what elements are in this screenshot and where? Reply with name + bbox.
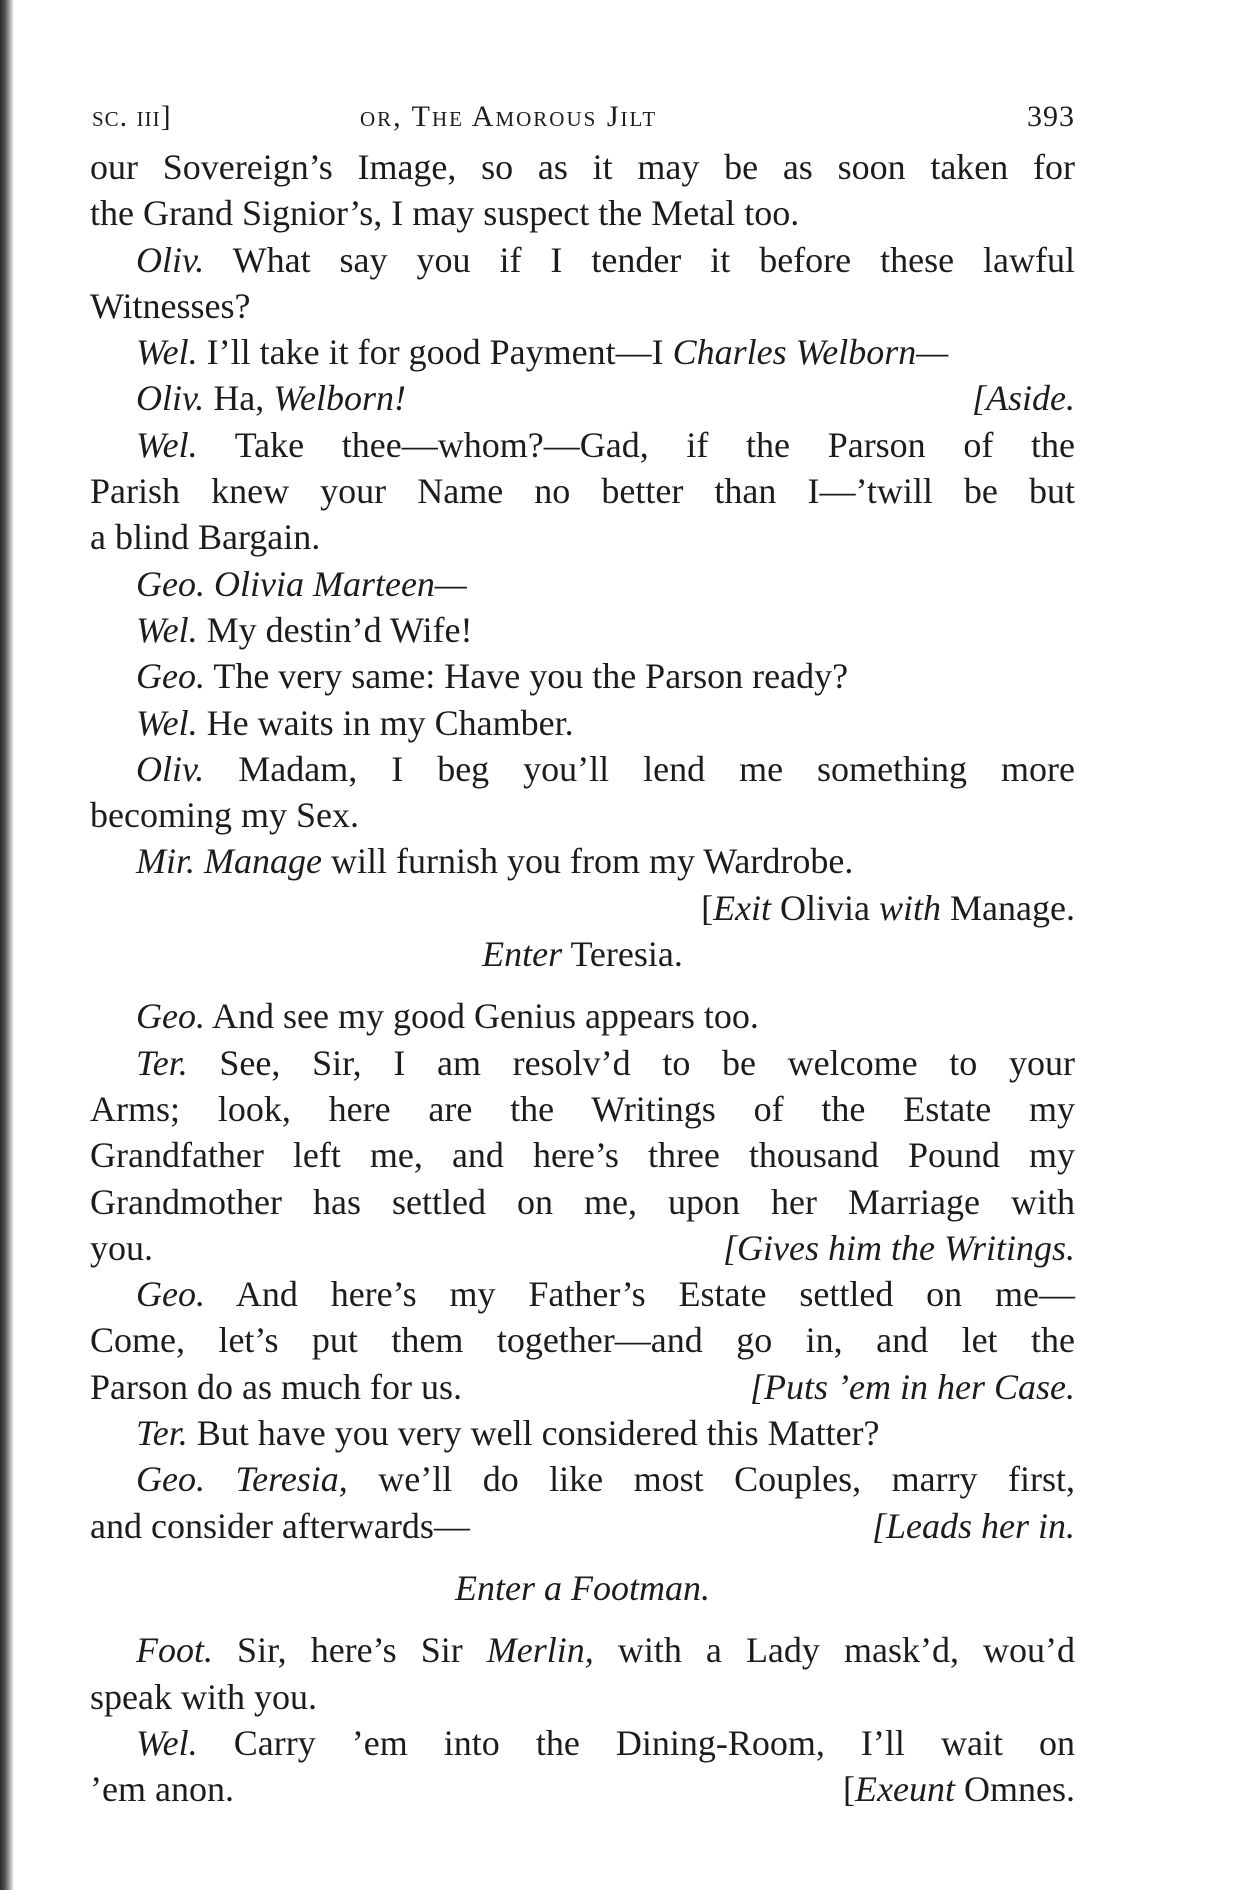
text-line xyxy=(90,144,1075,190)
dialogue-line xyxy=(90,700,1075,746)
dialogue-line xyxy=(90,1627,1075,1673)
dialogue-line xyxy=(90,1456,1075,1502)
text-span: Olivia xyxy=(771,887,880,928)
dialogue-line xyxy=(90,1271,1075,1317)
book-page xyxy=(90,96,1075,1812)
text-span: Olivia Marteen— xyxy=(204,563,467,604)
text-span: Carry ’em into the Dining-Room, I’ll wait on xyxy=(197,1722,1075,1763)
text-span: Omnes. xyxy=(955,1769,1075,1810)
text-span: And here’s my Father’s Estate settled on me— xyxy=(204,1274,1075,1315)
dialogue-line xyxy=(90,653,1075,699)
text-line xyxy=(90,1766,1075,1812)
text-span: Exit xyxy=(713,887,772,928)
text-span: And see my good Genius appears too. xyxy=(204,996,759,1037)
dialogue-line xyxy=(90,1410,1075,1456)
stage-direction xyxy=(90,885,1075,931)
text-span: Manage. xyxy=(941,887,1075,928)
text-line xyxy=(90,1086,1075,1132)
dialogue-line xyxy=(90,561,1075,607)
text-span: you. xyxy=(90,1227,153,1268)
dialogue-line xyxy=(90,237,1075,283)
stage-direction: [Gives him the Writings. xyxy=(723,1227,1075,1268)
text-span: Grandfather left me, and here’s three thousand Pound my xyxy=(90,1135,1075,1176)
text-span: Witnesses? xyxy=(90,285,251,326)
text-line xyxy=(90,283,1075,329)
text-span: But have you very well considered this Matter? xyxy=(187,1413,880,1454)
stage-direction: [Puts ’em in her Case. xyxy=(750,1366,1075,1407)
text-span: Charles Welborn— xyxy=(672,332,949,373)
text-span: Take thee—whom?—Gad, if the Parson of the xyxy=(197,424,1075,465)
dialogue-line xyxy=(90,375,1075,421)
text-line xyxy=(90,190,1075,236)
text-span: Welborn! xyxy=(273,378,406,419)
dialogue-line xyxy=(90,838,1075,884)
dialogue-line xyxy=(90,422,1075,468)
speaker-name: Geo. xyxy=(136,996,205,1037)
text-span: Manage xyxy=(195,841,322,882)
text-span: See, Sir, I am resolv’d to be welcome to your xyxy=(187,1042,1075,1083)
text-span: Enter xyxy=(482,934,563,975)
text-span: our Sovereign’s Image, so as it may be as soon taken for xyxy=(90,147,1075,187)
text-span: we’ll do like most Couples, marry first, xyxy=(347,1459,1075,1500)
text-span: Madam, I beg you’ll lend me something more xyxy=(204,748,1075,789)
dialogue-line xyxy=(90,993,1075,1039)
text-span: the Grand Signior’s, I may suspect the Metal too. xyxy=(90,193,800,234)
dialogue-line xyxy=(90,1040,1075,1086)
dialogue-line xyxy=(90,1720,1075,1766)
speaker-name: Oliv. xyxy=(136,239,205,280)
text-span: Parish knew your Name no better than I—’twill be but xyxy=(90,471,1075,512)
text-span: Teresia, xyxy=(204,1459,348,1500)
text-span: Grandmother has settled on me, upon her Marriage with xyxy=(90,1181,1075,1222)
text-line xyxy=(90,468,1075,514)
page-number: 393 xyxy=(1027,100,1075,133)
text-line xyxy=(90,1225,1075,1271)
text-line xyxy=(90,1132,1075,1178)
speaker-name: Wel. xyxy=(136,424,198,465)
dialogue-line xyxy=(90,746,1075,792)
text-span: a blind Bargain. xyxy=(90,517,321,558)
text-line xyxy=(90,1503,1075,1549)
speaker-name: Ter. xyxy=(136,1042,188,1083)
text-line xyxy=(90,1364,1075,1410)
speaker-name: Geo. xyxy=(136,563,205,604)
text-line xyxy=(90,514,1075,560)
speaker-name: Geo. xyxy=(136,1459,205,1500)
text-span: Exeunt xyxy=(855,1769,955,1810)
text-span: [ xyxy=(843,1769,856,1810)
text-span: Sir, here’s Sir xyxy=(213,1630,487,1671)
stage-direction xyxy=(90,931,1075,977)
text-span: ’em anon. xyxy=(90,1769,234,1810)
text-span: The very same: Have you the Parson ready? xyxy=(204,656,849,697)
text-span: Teresia. xyxy=(562,934,683,975)
text-span: will furnish you from my Wardrobe. xyxy=(321,841,854,882)
stage-direction xyxy=(843,1766,1075,1812)
text-span: Ha, xyxy=(204,378,274,419)
text-line xyxy=(90,1317,1075,1363)
text-span: What say you if I tender it before these lawful xyxy=(204,239,1075,280)
speaker-name: Mir. xyxy=(136,841,196,882)
running-header xyxy=(90,96,1075,144)
text-span: He waits in my Chamber. xyxy=(197,702,574,743)
text-span: becoming my Sex. xyxy=(90,795,359,836)
text-span: Arms; look, here are the Writings of the Estate my xyxy=(90,1088,1075,1129)
text-span: [ xyxy=(701,887,714,928)
spacer xyxy=(90,977,1075,993)
text-line xyxy=(90,792,1075,838)
stage-direction: [Leads her in. xyxy=(871,1505,1075,1546)
text-span: and consider afterwards— xyxy=(90,1505,470,1546)
speaker-name: Wel. xyxy=(136,1722,198,1763)
text-span: Enter a Footman. xyxy=(455,1567,710,1608)
speaker-name: Oliv. xyxy=(136,378,205,419)
text-span: I’ll take it for good Payment—I xyxy=(197,332,673,373)
speaker-name: Wel. xyxy=(136,702,198,743)
speaker-name: Geo. xyxy=(136,1274,205,1315)
speaker-name: Ter. xyxy=(136,1413,188,1454)
speaker-name: Geo. xyxy=(136,656,205,697)
stage-direction xyxy=(90,1565,1075,1611)
text-line xyxy=(90,1674,1075,1720)
dialogue-line xyxy=(90,607,1075,653)
speaker-name: Wel. xyxy=(136,332,198,373)
stage-direction: [Aside. xyxy=(972,378,1075,419)
text-span: speak with you. xyxy=(90,1676,317,1717)
speaker-name: Wel. xyxy=(136,609,198,650)
text-span: Parson do as much for us. xyxy=(90,1366,462,1407)
text-span: My destin’d Wife! xyxy=(197,609,473,650)
text-span: Merlin, xyxy=(486,1630,594,1671)
speaker-name: Foot. xyxy=(136,1630,213,1671)
speaker-name: Oliv. xyxy=(136,748,205,789)
text-span: with a Lady mask’d, wou’d xyxy=(593,1630,1075,1671)
spacer xyxy=(90,1611,1075,1627)
book-binding-edge xyxy=(0,0,14,1890)
dialogue-line xyxy=(90,329,1075,375)
spacer xyxy=(90,1549,1075,1565)
text-line xyxy=(90,1179,1075,1225)
running-title: or, The Amorous Jilt xyxy=(360,100,658,133)
play-text xyxy=(90,144,1075,1812)
text-span: Come, let’s put them together—and go in, and let the xyxy=(90,1320,1075,1361)
text-span: with xyxy=(879,887,942,928)
scene-marker: sc. iii] xyxy=(92,100,172,133)
